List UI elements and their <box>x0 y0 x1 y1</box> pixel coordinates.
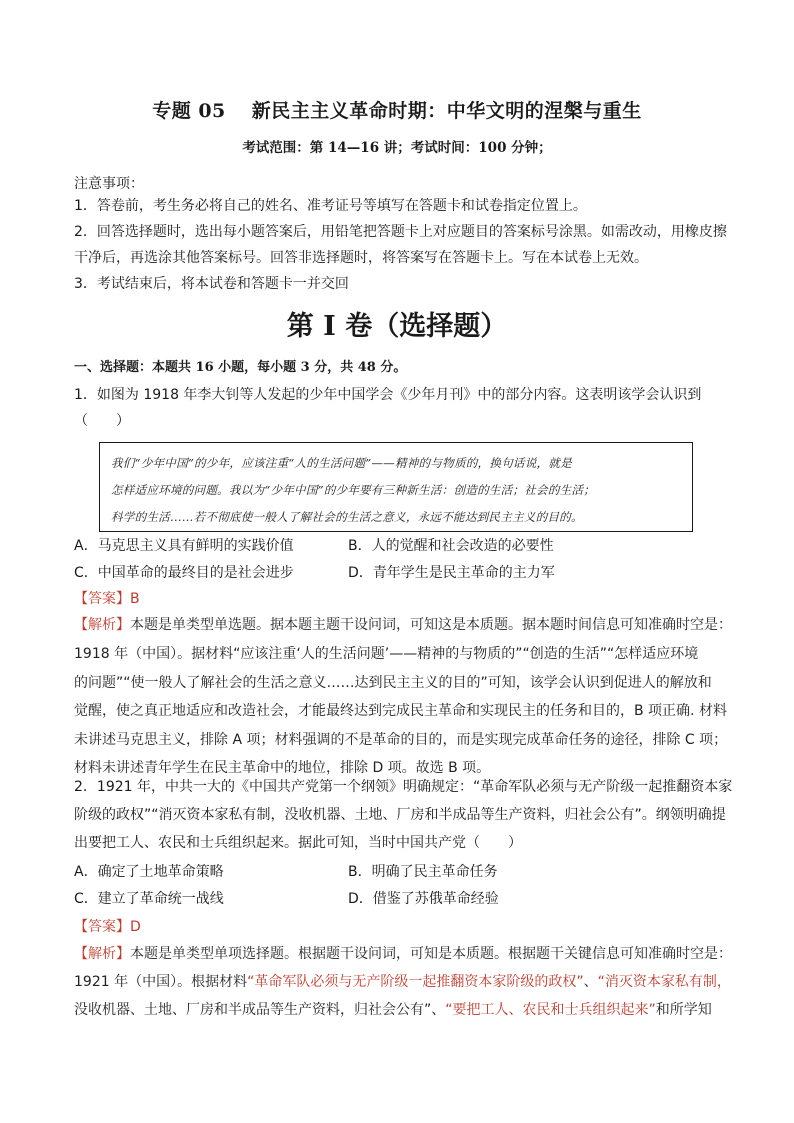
q2-analysis-text-1: 本题是单类型单项选择题。根据题干设问词，可知是本质题。根据题干关键信息可知准确时空是： <box>130 946 732 962</box>
q1-analysis-text-1: 本题是单类型单选题。据本题主题干设问词，可知这是本质题。据本题时间信息可知准确时空是： <box>130 617 732 633</box>
q1-analysis-line-1 <box>74 615 734 635</box>
note-item-1: 1．答卷前，考生务必将自己的姓名、准考证号等填写在答题卡和试卷指定位置上。 <box>74 198 587 214</box>
q2-stem-line-2: 阶级的政权”“消灭资本家私有制，没收机器、土地、厂房和半成品等生产资料，归社会公有”。纲领明确提 <box>74 807 726 823</box>
q1-answer <box>74 589 734 609</box>
q2-answer-tag: 【答案】 <box>74 919 130 935</box>
q1-analysis-line-2: 1918 年（中国）。据材料“应该注重‘人的生活问题’——精神的与物质的”“创造的生活”“怎样适应环境 <box>74 646 699 662</box>
q2-option-b: B．明确了民主革命任务 <box>348 864 498 880</box>
q1-analysis-tag: 【解析】 <box>74 617 130 633</box>
q1-option-d: D．青年学生是民主革命的主力军 <box>348 565 555 581</box>
note-item-3: 3．考试结束后，将本试卷和答题卡一并交回 <box>74 276 349 292</box>
q2-analysis-line-2 <box>74 972 734 992</box>
q2-stem-line-3: 出要把工人、农民和士兵组织起来。据此可知，当时中国共产党（ ） <box>74 835 522 851</box>
exam-range: 考试范围：第 14—16 讲；考试时间：100 分钟； <box>242 140 552 156</box>
q1-analysis-line-6: 材料未讲述青年学生在民主革命中的地位，排除 D 项。故选 B 项。 <box>74 760 491 776</box>
q1-analysis-line-3: 的问题”“使一般人了解社会的生活之意义……达到民主主义的目的”可知，该学会认识到促进人的解放和 <box>74 675 712 691</box>
q2-option-c: C．建立了革命统一战线 <box>74 891 224 907</box>
q2-analysis-3c: “要把工人、农民和士兵组织起来” <box>445 1002 656 1018</box>
q1-quote-box <box>99 442 693 532</box>
q1-quote-line-3: 科学的生活……若不彻底使一般人了解社会的生活之意义，永远不能达到民主主义的目的。 <box>111 510 583 524</box>
q2-analysis-2b: “革命军队必须与无产阶级一起推翻资本家阶级的政权” <box>247 974 584 990</box>
q2-analysis-3b: 、 <box>431 1002 446 1018</box>
q2-analysis-3d: 和所学知 <box>655 1002 712 1018</box>
q2-stem-line-1: 2．1921 年，中共一大的《中国共产党第一个纲领》明确规定：“革命军队必须与无产阶级一起推翻资本家 <box>74 779 733 795</box>
q2-option-a: A．确定了土地革命策略 <box>74 864 224 880</box>
q2-analysis-3a: 没收机器、土地、厂房和半成品等生产资料，归社会公有” <box>74 1002 432 1018</box>
q2-answer-value: D <box>130 919 141 935</box>
q1-quote-line-2: 怎样适应环境的问题。我以为“少年中国”的少年要有三种新生活：创造的生活；社会的生活； <box>111 483 596 497</box>
q1-option-a: A．马克思主义具有鲜明的实践价值 <box>74 538 294 554</box>
q1-option-b: B．人的觉醒和社会改造的必要性 <box>348 538 554 554</box>
q2-analysis-tag: 【解析】 <box>74 946 130 962</box>
section-title: 第 I 卷（选择题） <box>286 311 508 342</box>
q2-answer <box>74 917 734 937</box>
q2-analysis-line-1 <box>74 944 734 964</box>
q2-analysis-2a: 1921 年（中国）。根据材料 <box>74 974 248 990</box>
section-instruction: 一、选择题：本题共 16 小题，每小题 3 分，共 48 分。 <box>74 360 407 375</box>
q1-stem-line-2: （ ） <box>74 413 130 429</box>
q1-answer-tag: 【答案】 <box>74 591 130 607</box>
notes-heading: 注意事项： <box>74 176 144 192</box>
q2-analysis-line-3 <box>74 1000 734 1020</box>
title-topic-name: 新民主主义革命时期：中华文明的涅槃与重生 <box>251 100 642 122</box>
q1-answer-value: B <box>130 591 140 607</box>
q1-stem-line-1: 1．如图为 1918 年李大钊等人发起的少年中国学会《少年月刊》中的部分内容。这表明该学会认识到 <box>74 387 702 403</box>
q1-option-c: C．中国革命的最终目的是社会进步 <box>74 565 294 581</box>
q2-analysis-2c: 、 <box>583 974 598 990</box>
q1-quote-line-1: 我们“少年中国”的少年，应该注重“人的生活问题”——精神的与物质的，换句话说，就是 <box>111 456 572 470</box>
title-topic-number: 专题 05 <box>152 100 226 122</box>
q1-analysis-line-4: 觉醒，使之真正地适应和改造社会，才能最终达到完成民主革命和实现民主的任务和目的，B 项正确. 材料 <box>74 703 727 719</box>
document-title <box>0 96 794 123</box>
q2-analysis-2d: “消灭资本家私有制， <box>597 974 731 990</box>
q2-option-d: D．借鉴了苏俄革命经验 <box>348 891 499 907</box>
q1-analysis-line-5: 未讲述马克思主义，排除 A 项；材料强调的不是革命的目的，而是实现完成革命任务的途径，排除 C 项； <box>74 732 728 748</box>
note-item-2: 2．回答选择题时，选出每小题答案后，用铅笔把答题卡上对应题目的答案标号涂黑。如需改动，用橡皮擦 <box>74 224 727 240</box>
note-item-2-cont: 干净后，再选涂其他答案标号。回答非选择题时，将答案写在答题卡上。写在本试卷上无效。 <box>74 250 648 266</box>
